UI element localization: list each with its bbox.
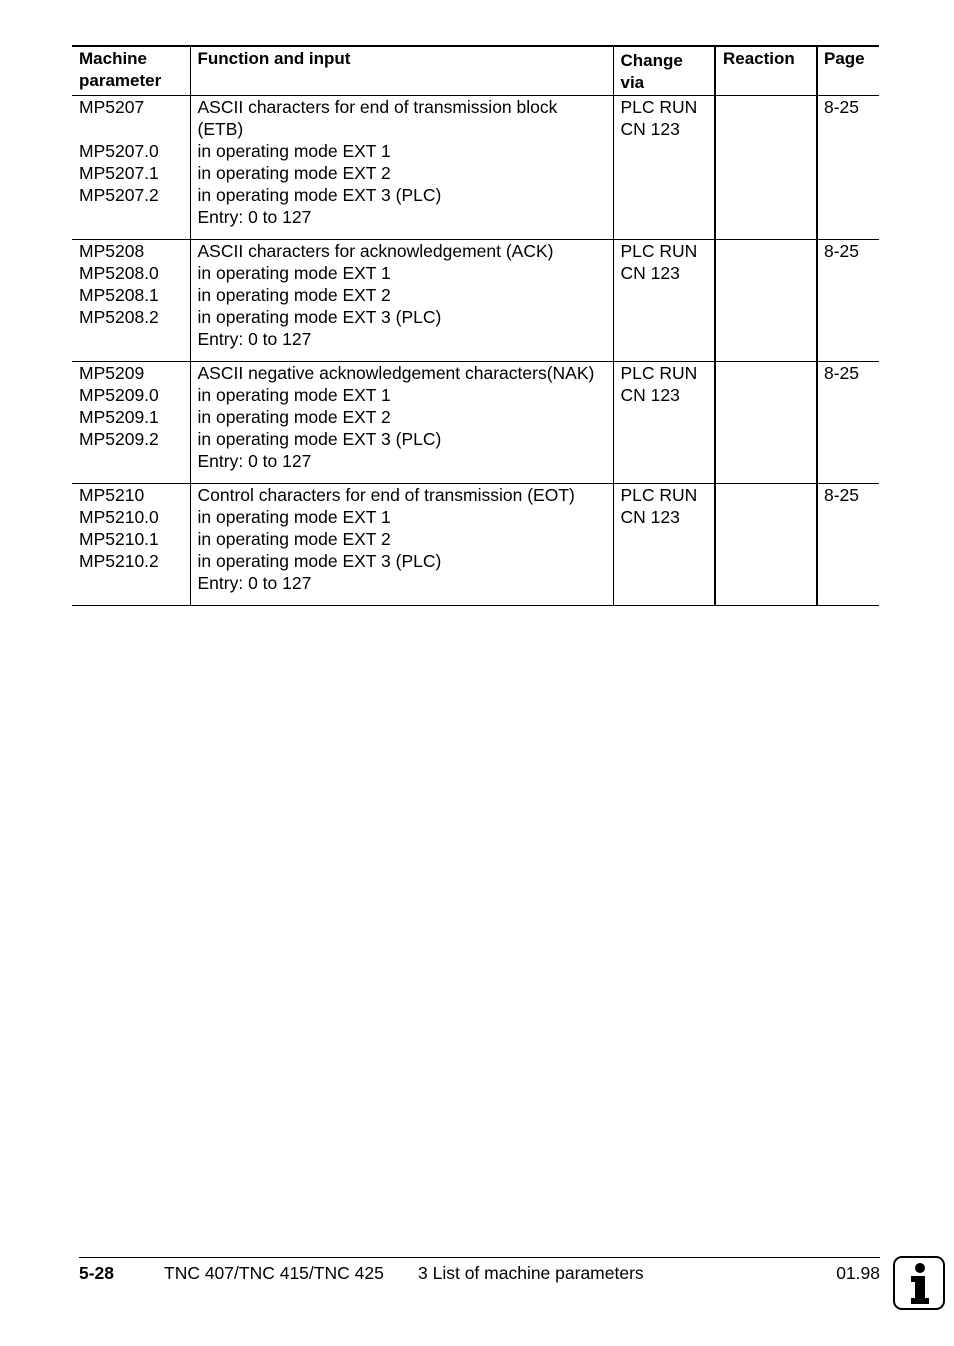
page-footer (79, 1257, 880, 1283)
function-line: in operating mode EXT 3 (PLC) (197, 429, 442, 449)
param-id: MP5208.0 (79, 263, 159, 283)
cell-page: 8-25 (817, 484, 879, 606)
header-machine-parameter (72, 46, 190, 96)
cell-reaction (715, 362, 817, 484)
cell-reaction (715, 240, 817, 362)
cell-function (190, 240, 613, 362)
header-text: Function and input (197, 49, 351, 68)
info-icon-glyph (895, 1258, 943, 1308)
cell-reaction (715, 484, 817, 606)
param-id: MP5208 (79, 241, 145, 261)
param-spacer (79, 118, 184, 140)
function-line: ASCII negative acknowledgement characters(NAK) (197, 363, 595, 383)
cell-page: 8-25 (817, 96, 879, 240)
cell-change-via (613, 240, 715, 362)
header-text: parameter (79, 71, 162, 90)
header-page (817, 46, 879, 96)
param-id: MP5207 (79, 97, 145, 117)
header-change-via (613, 46, 715, 96)
function-line: Entry: 0 to 127 (197, 207, 312, 227)
cell-page: 8-25 (817, 362, 879, 484)
change-via-line: CN 123 (620, 263, 680, 283)
cell-page: 8-25 (817, 240, 879, 362)
function-line: Entry: 0 to 127 (197, 573, 312, 593)
function-line: in operating mode EXT 3 (PLC) (197, 307, 442, 327)
header-text: via (620, 73, 645, 92)
change-via-line: PLC RUN (620, 485, 698, 505)
header-text: Machine (79, 49, 148, 68)
header-reaction (715, 46, 817, 96)
machine-parameter-table (72, 45, 879, 606)
cell-machine-parameter (72, 240, 190, 362)
param-id: MP5209.1 (79, 407, 159, 427)
cell-function (190, 484, 613, 606)
cell-machine-parameter (72, 484, 190, 606)
change-via-line: CN 123 (620, 119, 680, 139)
function-line: in operating mode EXT 3 (PLC) (197, 551, 442, 571)
param-id: MP5207.2 (79, 185, 159, 205)
param-id: MP5209.0 (79, 385, 159, 405)
param-id: MP5210.1 (79, 529, 159, 549)
param-id: MP5207.1 (79, 163, 159, 183)
param-id: MP5210.2 (79, 551, 159, 571)
function-line: in operating mode EXT 1 (197, 385, 391, 405)
param-id: MP5208.1 (79, 285, 159, 305)
cell-change-via (613, 96, 715, 240)
cell-change-via (613, 362, 715, 484)
table-row (72, 96, 879, 240)
table-row (72, 240, 879, 362)
function-line: Entry: 0 to 127 (197, 329, 312, 349)
function-line: ASCII characters for end of transmission block (ETB) (197, 97, 558, 139)
footer-date: 01.98 (836, 1263, 880, 1283)
header-text: Page (824, 49, 865, 68)
function-line: in operating mode EXT 2 (197, 163, 391, 183)
function-line: in operating mode EXT 1 (197, 141, 391, 161)
header-text: Change (620, 51, 683, 70)
function-line: Entry: 0 to 127 (197, 451, 312, 471)
info-icon[interactable] (893, 1256, 945, 1310)
param-id: MP5209 (79, 363, 145, 383)
change-via-line: CN 123 (620, 507, 680, 527)
param-id: MP5208.2 (79, 307, 159, 327)
param-id: MP5209.2 (79, 429, 159, 449)
change-via-line: PLC RUN (620, 97, 698, 117)
table-row (72, 362, 879, 484)
cell-machine-parameter (72, 96, 190, 240)
header-function (190, 46, 613, 96)
footer-page-number: 5-28 (79, 1263, 115, 1283)
table-body (72, 96, 879, 606)
param-id: MP5210 (79, 485, 145, 505)
change-via-line: PLC RUN (620, 241, 698, 261)
cell-function (190, 96, 613, 240)
function-line: in operating mode EXT 1 (197, 507, 391, 527)
table-row (72, 484, 879, 606)
footer-chapter: 3 List of machine parameters (418, 1263, 644, 1283)
cell-machine-parameter (72, 362, 190, 484)
function-line: Control characters for end of transmission (EOT) (197, 485, 575, 505)
function-line: ASCII characters for acknowledgement (ACK) (197, 241, 554, 261)
cell-reaction (715, 96, 817, 240)
change-via-line: PLC RUN (620, 363, 698, 383)
change-via-line: CN 123 (620, 385, 680, 405)
table-header (72, 46, 879, 96)
function-line: in operating mode EXT 3 (PLC) (197, 185, 442, 205)
function-line: in operating mode EXT 2 (197, 529, 391, 549)
function-line: in operating mode EXT 2 (197, 407, 391, 427)
footer-product: TNC 407/TNC 415/TNC 425 (164, 1263, 384, 1283)
param-id: MP5207.0 (79, 141, 159, 161)
function-line: in operating mode EXT 1 (197, 263, 391, 283)
function-line: in operating mode EXT 2 (197, 285, 391, 305)
header-text: Reaction (723, 49, 795, 68)
cell-change-via (613, 484, 715, 606)
param-id: MP5210.0 (79, 507, 159, 527)
cell-function (190, 362, 613, 484)
